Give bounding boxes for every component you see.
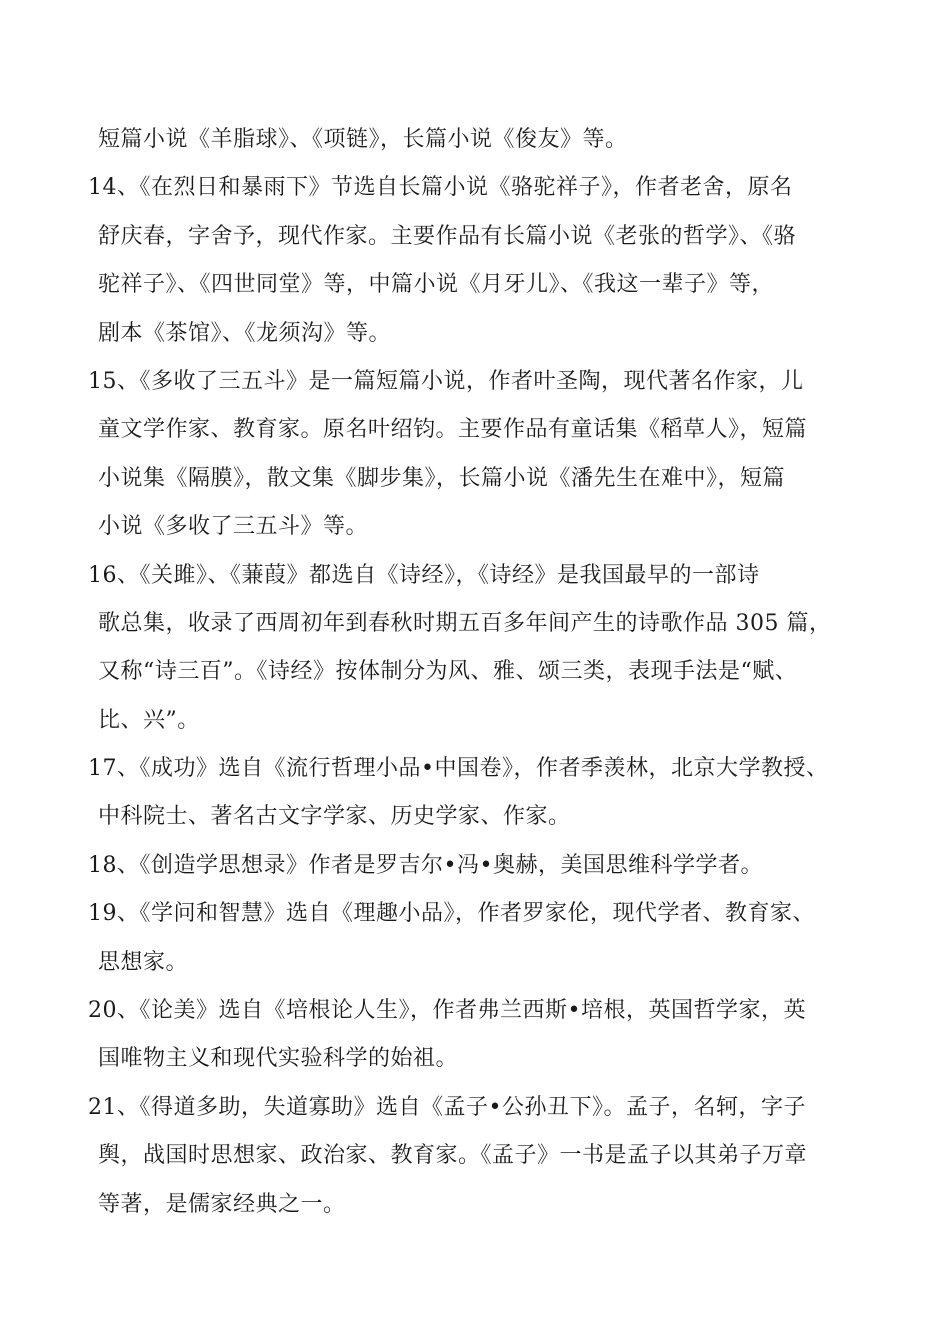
entry-21-line-2: 舆，战国时思想家、政治家、教育家。《孟子》一书是孟子以其弟子万章 [98,1143,808,1169]
entry-14-line-4: 剧本《茶馆》、《龙须沟》等。 [98,320,392,346]
entry-14-line-3: 驼祥子》、《四世同堂》等，中篇小说《月牙儿》、《我这一辈子》等， [98,272,775,298]
entry-14-line-1: 14、《在烈日和暴雨下》节选自长篇小说《骆驼祥子》，作者老舍，原名 [88,175,793,201]
entry-16-line-3: 又称“诗三百”。《诗经》按体制分为风、雅、颂三类，表现手法是“赋、 [98,659,798,685]
entry-19-line-1: 19、《学问和智慧》选自《理趣小品》，作者罗家伦，现代学者、教育家、 [88,901,815,927]
entry-21-line-3: 等著，是儒家经典之一。 [98,1191,346,1217]
entry-15-line-3: 小说集《隔膜》，散文集《脚步集》，长篇小说《潘先生在难中》，短篇 [98,465,786,491]
entry-20-line-2: 国唯物主义和现代实验科学的始祖。 [98,1046,459,1072]
entry-14-line-2: 舒庆春，字舍予，现代作家。主要作品有长篇小说《老张的哲学》、《骆 [98,223,797,249]
entry-17-line-1: 17、《成功》选自《流行哲理小品•中国卷》，作者季羡林，北京大学教授、 [88,756,829,782]
entry-16-line-4: 比、兴”。 [98,707,200,733]
entry-15-line-1: 15、《多收了三五斗》是一篇短篇小说，作者叶圣陶，现代著名作家，儿 [88,368,804,394]
entry-17-line-2: 中科院士、著名古文字学家、历史学家、作家。 [98,804,571,830]
entry-15-line-2: 童文学作家、教育家。原名叶绍钧。主要作品有童话集《稻草人》，短篇 [98,417,808,443]
entry-16-line-1: 16、《关雎》、《蒹葭》都选自《诗经》，《诗经》是我国最早的一部诗 [88,562,760,588]
document-body [88,116,888,1229]
text-line-1: 短篇小说《羊脂球》、《项链》，长篇小说《俊友》等。 [98,127,628,152]
entry-15-line-4: 小说《多收了三五斗》等。 [98,514,369,540]
entry-21-line-1: 21、《得道多助，失道寡助》选自《孟子•公孙丑下》。孟子，名轲，字子 [88,1094,806,1120]
entry-19-line-2: 思想家。 [98,949,189,975]
entry-18-line-1: 18、《创造学思想录》作者是罗吉尔•冯•奥赫，美国思维科学学者。 [88,852,763,878]
entry-16-line-2: 歌总集，收录了西周初年到春秋时期五百多年间产生的诗歌作品 305 篇， [98,610,832,636]
entry-20-line-1: 20、《论美》选自《培根论人生》，作者弗兰西斯•培根，英国哲学家，英 [88,998,806,1024]
